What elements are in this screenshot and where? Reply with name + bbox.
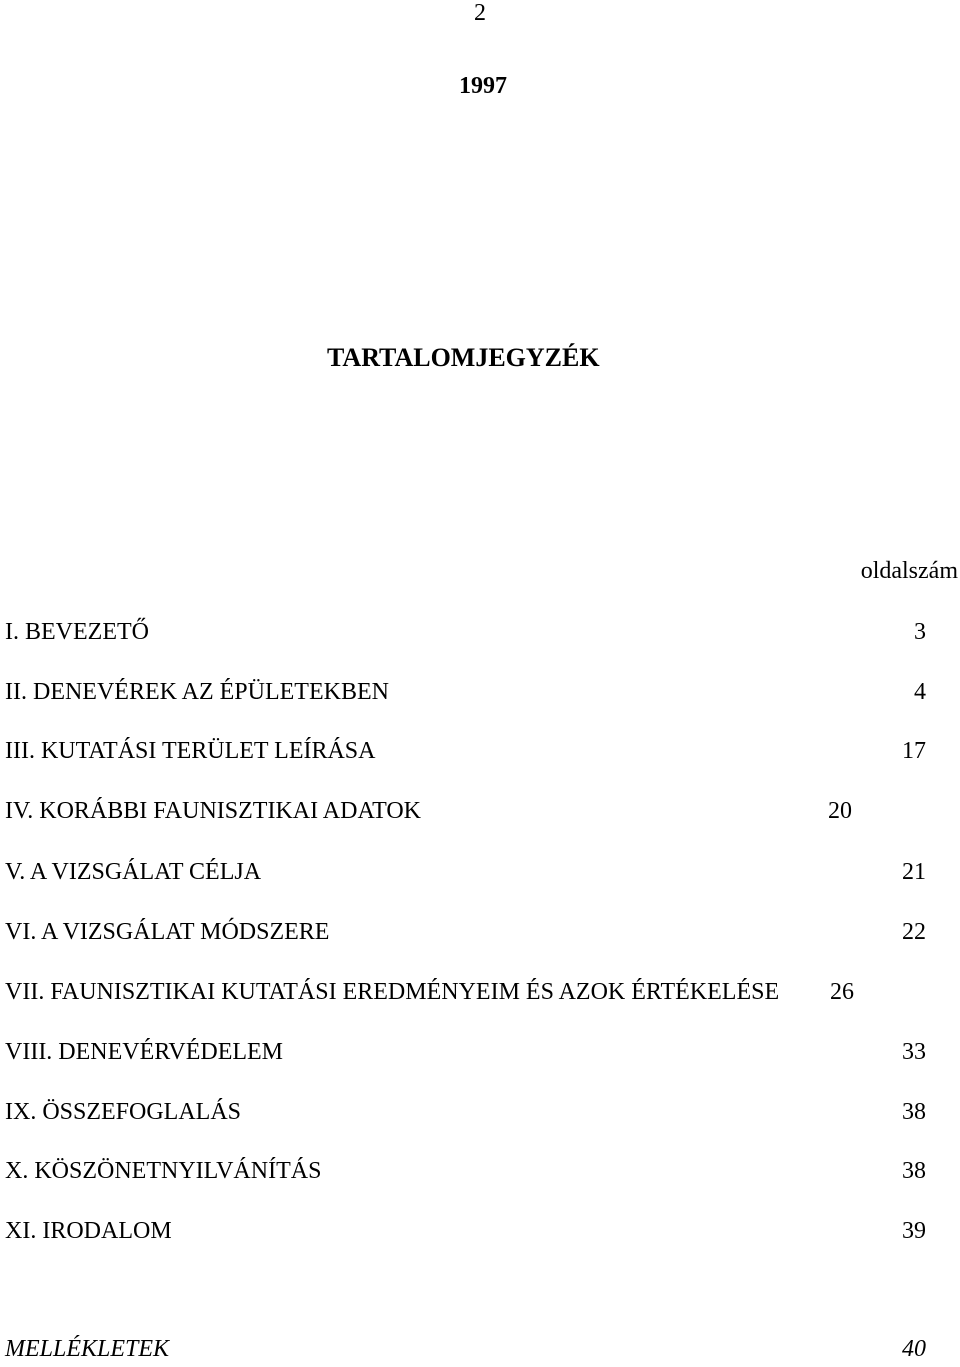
toc-entry-9 xyxy=(5,1100,926,1130)
toc-entry-label: X. KÖSZÖNETNYILVÁNÍTÁS xyxy=(5,1158,322,1184)
toc-entry-label: III. KUTATÁSI TERÜLET LEÍRÁSA xyxy=(5,738,376,764)
toc-entry-label: VII. FAUNISZTIKAI KUTATÁSI EREDMÉNYEIM ÉS AZOK ÉRTÉKELÉSE xyxy=(5,979,780,1005)
toc-entry-10 xyxy=(5,1159,926,1189)
toc-entry-label: I. BEVEZETŐ xyxy=(5,619,149,645)
toc-entry-label: II. DENEVÉREK AZ ÉPÜLETEKBEN xyxy=(5,679,389,705)
toc-entry-page: 21 xyxy=(902,859,926,885)
toc-entry-label: MELLÉKLETEK xyxy=(5,1336,170,1362)
toc-entry-label: IX. ÖSSZEFOGLALÁS xyxy=(5,1099,242,1125)
toc-entry-2 xyxy=(5,680,926,710)
toc-entry-page: 40 xyxy=(902,1336,926,1362)
toc-entry-page: 17 xyxy=(902,738,926,764)
toc-entry-page: 38 xyxy=(902,1158,926,1184)
toc-entry-4 xyxy=(5,799,852,829)
toc-entry-label: VI. A VIZSGÁLAT MÓDSZERE xyxy=(5,919,330,945)
toc-entry-page: 26 xyxy=(830,979,854,1005)
toc-entry-8 xyxy=(5,1040,926,1070)
year-heading: 1997 xyxy=(459,73,507,99)
toc-entry-page: 38 xyxy=(902,1099,926,1125)
page-number: 2 xyxy=(474,0,486,26)
toc-entry-appendices xyxy=(5,1337,926,1367)
toc-entry-page: 20 xyxy=(828,798,852,824)
toc-entry-5 xyxy=(5,860,926,890)
toc-entry-page: 33 xyxy=(902,1039,926,1065)
toc-entry-6 xyxy=(5,920,926,950)
toc-entry-11 xyxy=(5,1219,926,1249)
toc-entry-label: V. A VIZSGÁLAT CÉLJA xyxy=(5,859,262,885)
toc-entry-label: XI. IRODALOM xyxy=(5,1218,172,1244)
toc-title: TARTALOMJEGYZÉK xyxy=(327,343,600,372)
toc-entry-page: 4 xyxy=(914,679,926,705)
toc-entry-3 xyxy=(5,739,926,769)
page-column-header: oldalszám xyxy=(860,558,958,584)
toc-entry-page: 22 xyxy=(902,919,926,945)
toc-entry-page: 3 xyxy=(914,619,926,645)
toc-entry-1 xyxy=(5,620,926,650)
toc-entry-label: IV. KORÁBBI FAUNISZTIKAI ADATOK xyxy=(5,798,422,824)
toc-entry-page: 39 xyxy=(902,1218,926,1244)
toc-entry-7 xyxy=(5,980,854,1010)
toc-entry-label: VIII. DENEVÉRVÉDELEM xyxy=(5,1039,284,1065)
